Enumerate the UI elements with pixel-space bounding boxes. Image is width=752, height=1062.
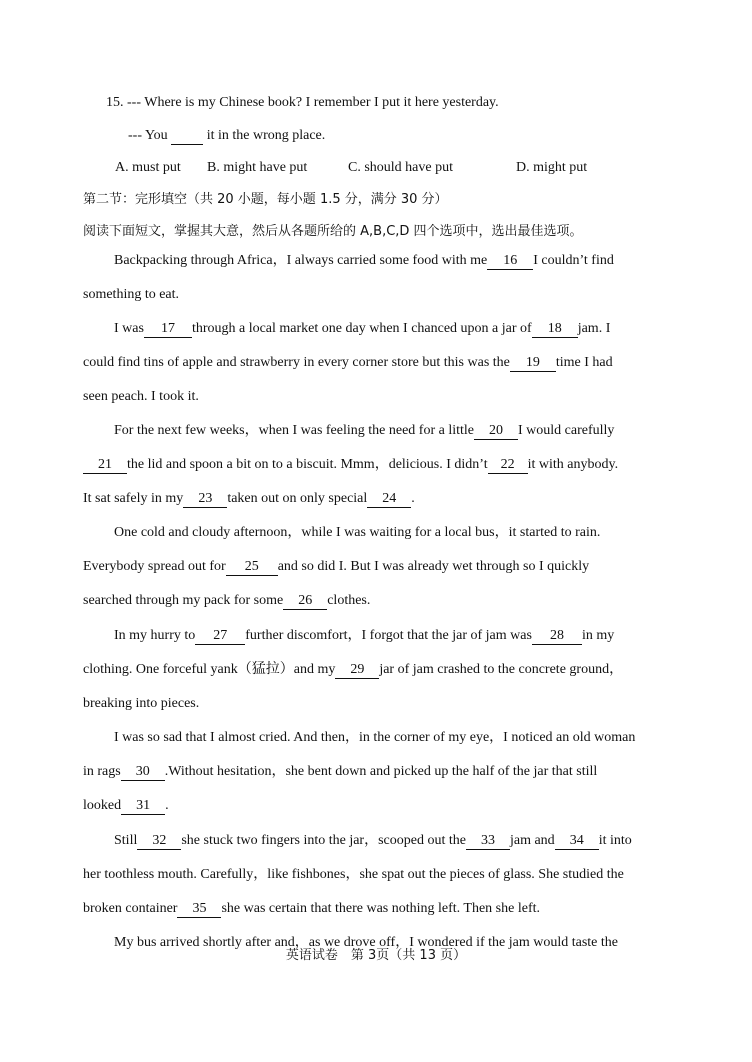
page-footer: 英语试卷 第 3页（共 13 页） — [285, 948, 467, 963]
text: jam and — [509, 833, 555, 848]
text: in rags — [83, 764, 121, 779]
q15-option-b[interactable]: B. might have put — [207, 160, 308, 175]
p7-line3 — [83, 899, 540, 919]
q15-reply — [128, 126, 325, 146]
p4-line1: One cold and cloudy afternoon，while I was waiting for a local bus，it started to rain. — [114, 525, 601, 540]
section2-title: 第二节：完形填空（共 20 小题，每小题 1.5 分，满分 30 分） — [83, 192, 448, 207]
blank-16[interactable]: 16 — [487, 253, 533, 270]
text: I would carefully — [518, 423, 615, 438]
blank-21[interactable]: 21 — [83, 457, 127, 474]
text: she stuck two fingers into the jar，scooped out the — [181, 833, 466, 848]
text: Backpacking through Africa，I always carried some food with me — [114, 253, 488, 268]
p3-line3 — [83, 489, 415, 509]
blank-19[interactable]: 19 — [510, 355, 556, 372]
blank-33[interactable]: 33 — [466, 833, 510, 850]
p4-line3 — [83, 591, 370, 611]
blank-35[interactable]: 35 — [177, 901, 221, 918]
blank-28[interactable]: 28 — [532, 628, 582, 645]
blank-34[interactable]: 34 — [555, 833, 599, 850]
section2-instruction: 阅读下面短文，掌握其大意，然后从各题所给的 A,B,C,D 四个选项中，选出最佳选项。 — [83, 224, 583, 239]
blank-31[interactable]: 31 — [121, 798, 165, 815]
p7-line2: her toothless mouth. Carefully，like fishbones，she spat out the pieces of glass. She studied the — [83, 867, 624, 882]
text: through a local market one day when I chanced upon a jar of — [191, 321, 532, 336]
text: clothes. — [327, 593, 371, 608]
text: it into — [598, 833, 632, 848]
p5-line3: breaking into pieces. — [83, 696, 200, 711]
p2-line1 — [114, 319, 610, 339]
blank-27[interactable]: 27 — [195, 628, 245, 645]
p5-line1 — [114, 626, 614, 646]
q15-option-d[interactable]: D. might put — [516, 160, 588, 175]
text: in my — [581, 628, 615, 643]
text: broken container — [83, 901, 178, 916]
q15-option-c[interactable]: C. should have put — [348, 160, 453, 175]
blank-22[interactable]: 22 — [488, 457, 528, 474]
text: . — [411, 491, 415, 506]
text: jam. I — [577, 321, 611, 336]
p3-line2 — [83, 455, 618, 475]
blank-23[interactable]: 23 — [183, 491, 227, 508]
text: further discomfort，I forgot that the jar of jam was — [245, 628, 532, 643]
blank-24[interactable]: 24 — [367, 491, 411, 508]
blank-25[interactable]: 25 — [226, 559, 278, 576]
p8-line1: My bus arrived shortly after and，as we drove off，I wondered if the jam would taste the — [114, 935, 618, 950]
p3-line1 — [114, 421, 614, 441]
blank-18[interactable]: 18 — [532, 321, 578, 338]
text: searched through my pack for some — [83, 593, 284, 608]
q15-option-a[interactable]: A. must put — [115, 160, 181, 175]
text: .Without hesitation，she bent down and picked up the half of the jar that still — [164, 764, 598, 779]
q15-reply-post: it in the wrong place. — [206, 128, 326, 143]
p1-line2: something to eat. — [83, 287, 180, 302]
p4-line2 — [83, 557, 589, 577]
blank-26[interactable]: 26 — [283, 593, 327, 610]
text: looked — [83, 798, 122, 813]
blank-17[interactable]: 17 — [144, 321, 192, 338]
p6-line2 — [83, 762, 597, 782]
text: Everybody spread out for — [83, 559, 226, 574]
q15-blank[interactable] — [171, 128, 203, 145]
text: and so did I. But I was already wet through so I quickly — [277, 559, 590, 574]
text: she was certain that there was nothing left. Then she left. — [221, 901, 540, 916]
p2-line2 — [83, 353, 613, 373]
text: jar of jam crashed to the concrete ground， — [379, 662, 624, 677]
text: For the next few weeks，when I was feeling the need for a little — [114, 423, 474, 438]
p2-line3: seen peach. I took it. — [83, 389, 199, 404]
text: it with anybody. — [527, 457, 619, 472]
p1-line1 — [114, 251, 614, 271]
text: It sat safely in my — [83, 491, 184, 506]
blank-30[interactable]: 30 — [121, 764, 165, 781]
p5-line2 — [83, 660, 623, 680]
q15-question: 15. --- Where is my Chinese book? I remember I put it here yesterday. — [106, 95, 499, 110]
text: . — [165, 798, 169, 813]
blank-20[interactable]: 20 — [474, 423, 518, 440]
p6-line1: I was so sad that I almost cried. And then，in the corner of my eye，I noticed an old woman — [114, 730, 636, 745]
p6-line3 — [83, 796, 169, 816]
text: clothing. One forceful yank（猛拉）and my — [83, 662, 336, 677]
text: In my hurry to — [114, 628, 196, 643]
p7-line1 — [114, 831, 632, 851]
text: the lid and spoon a bit on to a biscuit. Mmm，delicious. I didn’t — [127, 457, 488, 472]
text: I was — [114, 321, 144, 336]
blank-29[interactable]: 29 — [335, 662, 379, 679]
text: could find tins of apple and strawberry in every corner store but this was the — [83, 355, 510, 370]
blank-32[interactable]: 32 — [137, 833, 181, 850]
text: taken out on only special — [227, 491, 368, 506]
q15-reply-pre: --- You — [128, 128, 168, 143]
text: Still — [114, 833, 138, 848]
text: time I had — [555, 355, 613, 370]
text: I couldn’t find — [533, 253, 614, 268]
